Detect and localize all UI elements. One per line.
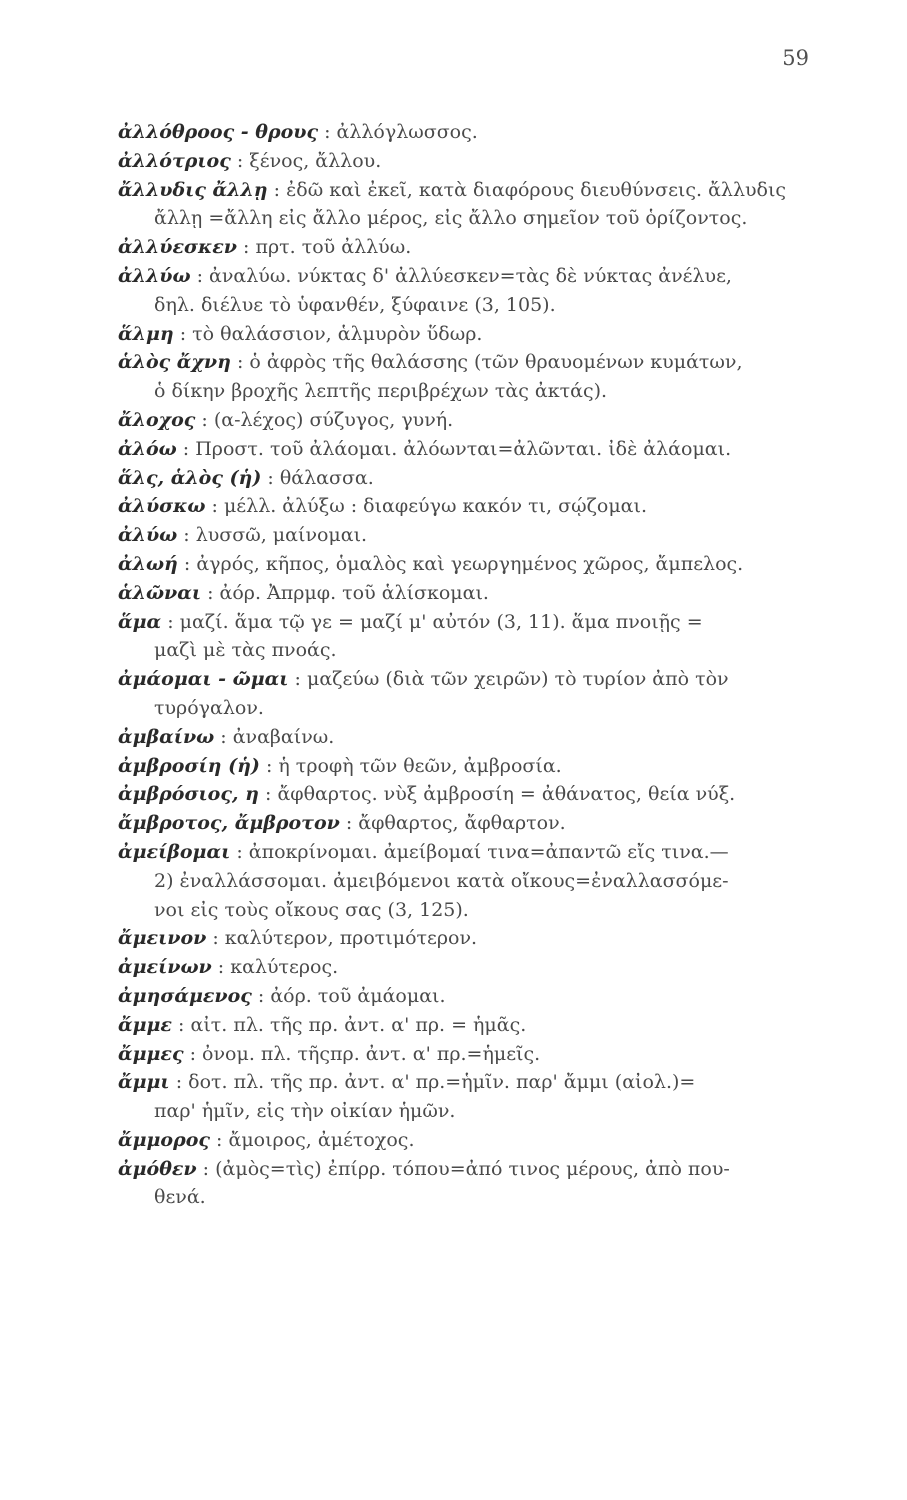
dictionary-entry <box>118 608 818 666</box>
dictionary-entry <box>118 1040 818 1069</box>
entry-headword: ἄμμες <box>118 1042 184 1065</box>
entry-headword: ἀμβρόσιος, η <box>118 783 259 806</box>
entry-headword: ἀμείβομαι <box>118 840 231 863</box>
entry-continuation: ἄλλῃ =ἄλλη εἰς ἄλλο μέρος, εἰς ἄλλο σημεῖον τοῦ ὁρίζοντος. <box>154 207 748 230</box>
entry-definition: : ὁ ἀφρὸς τῆς θαλάσσης (τῶν θραυομένων κυμάτων, <box>236 351 743 374</box>
dictionary-entry <box>118 579 818 608</box>
entry-definition: : ἀναλύω. νύκτας δ' ἀλλύεσκεν=τὰς δὲ νύκτας ἀνέλυε, <box>196 264 732 287</box>
dictionary-entry <box>118 348 818 406</box>
entry-definition: : (α-λέχος) σύζυγος, γυνή. <box>201 408 454 431</box>
entry-continuation: ὁ δίκην βροχῆς λεπτῆς περιβρέχων τὰς ἀκτάς). <box>154 380 608 403</box>
dictionary-entry <box>118 550 818 579</box>
entry-definition: : λυσσῶ, μαίνομαι. <box>183 524 368 547</box>
dictionary-entry <box>118 435 818 464</box>
entry-headword: ἀλλότριος <box>118 149 231 172</box>
entry-headword: ἁλὸς ἄχνη <box>118 351 231 374</box>
dictionary-entry <box>118 492 818 521</box>
entry-definition: : θάλασσα. <box>267 466 374 489</box>
entry-headword: ἀλόω <box>118 437 177 460</box>
entry-definition: : ἀγρός, κῆπος, ὁμαλὸς καὶ γεωργημένος χῶρος, ἄμπελος. <box>183 552 744 575</box>
page-number: 59 <box>782 46 809 70</box>
entry-definition: : ἄφθαρτος. νὺξ ἀμβροσίη = ἀθάνατος, θεία νύξ. <box>265 783 736 806</box>
entry-definition: : πρτ. τοῦ ἀλλύω. <box>243 236 412 259</box>
entry-headword: ἁλῶναι <box>118 581 202 604</box>
dictionary-entry <box>118 320 818 349</box>
entry-list <box>118 118 818 1212</box>
entry-headword: ἀλωή <box>118 552 178 575</box>
entry-headword: ἀμησάμενος <box>118 984 252 1007</box>
entry-definition: : ἡ τροφὴ τῶν θεῶν, ἀμβροσία. <box>265 754 562 777</box>
dictionary-entry <box>118 1011 818 1040</box>
entry-definition: : αἰτ. πλ. τῆς πρ. ἀντ. α' πρ. = ἡμᾶς. <box>178 1013 527 1036</box>
entry-definition: : ἄφθαρτος, ἄφθαρτον. <box>345 812 566 835</box>
dictionary-entry <box>118 953 818 982</box>
dictionary-entry <box>118 1068 818 1126</box>
dictionary-entry <box>118 780 818 809</box>
entry-headword: ἅλμη <box>118 322 174 345</box>
dictionary-entry <box>118 464 818 493</box>
entry-definition: : Προστ. τοῦ ἀλάομαι. ἀλόωνται=ἀλῶνται. ἰδὲ ἀλάομαι. <box>182 437 732 460</box>
dictionary-entry <box>118 233 818 262</box>
entry-headword: ἄμβροτος, ἄμβροτον <box>118 812 340 835</box>
entry-definition: : μέλλ. ἀλύξω : διαφεύγω κακόν τι, σῴζομαι. <box>211 495 647 518</box>
entry-definition: : ἄμοιρος, ἀμέτοχος. <box>216 1128 415 1151</box>
entry-headword: ἄλοχος <box>118 408 196 431</box>
dictionary-entry <box>118 262 818 320</box>
entry-definition: : ἐδῶ καὶ ἐκεῖ, κατὰ διαφόρους διευθύνσεις. ἄλλυδις <box>273 178 787 201</box>
entry-continuation: παρ' ἡμῖν, εἰς τὴν οἰκίαν ἡμῶν. <box>154 1100 456 1123</box>
entry-continuation: 2) ἐναλλάσσομαι. ἀμειβόμενοι κατὰ οἴκους=ἐναλλασσόμε- <box>154 869 729 892</box>
entry-headword: ἀλύσκω <box>118 495 206 518</box>
entry-headword: ἄλλυδις ἄλλῃ <box>118 178 268 201</box>
entry-continuation: θενά. <box>154 1186 206 1209</box>
dictionary-entry <box>118 924 818 953</box>
entry-definition: : δοτ. πλ. τῆς πρ. ἀντ. α' πρ.=ἡμῖν. παρ' ἄμμι (αἰολ.)= <box>175 1071 696 1094</box>
entry-definition: : μαζεύω (διὰ τῶν χειρῶν) τὸ τυρίον ἀπὸ τὸν <box>294 668 729 691</box>
entry-headword: ἀμβαίνω <box>118 725 215 748</box>
entry-headword: ἀμείνων <box>118 956 212 979</box>
entry-definition: : ἀόρ. τοῦ ἀμάομαι. <box>257 984 446 1007</box>
dictionary-entry <box>118 809 818 838</box>
entry-headword: ἀμάομαι - ῶμαι <box>118 668 289 691</box>
entry-headword: ἅλς, ἁλὸς (ἡ) <box>118 466 262 489</box>
dictionary-entry <box>118 521 818 550</box>
entry-continuation: δηλ. διέλυε τὸ ὑφανθέν, ξύφαινε (3, 105). <box>154 293 556 316</box>
entry-headword: ἀμβροσίη (ἡ) <box>118 754 260 777</box>
dictionary-entry <box>118 838 818 924</box>
entry-headword: ἀλύω <box>118 524 178 547</box>
dictionary-entry <box>118 118 818 147</box>
dictionary-entry <box>118 176 818 234</box>
entry-headword: ἅμα <box>118 610 162 633</box>
entry-definition: : ὀνομ. πλ. τῆςπρ. ἀντ. α' πρ.=ἡμεῖς. <box>189 1042 541 1065</box>
dictionary-entry <box>118 1155 818 1213</box>
entry-headword: ἀλλόθροος - θρους <box>118 121 319 143</box>
dictionary-entry <box>118 147 818 176</box>
entry-definition: : μαζί. ἅμα τῷ γε = μαζί μ' αὐτόν (3, 11). ἅμα πνοιῇς = <box>167 610 703 633</box>
entry-headword: ἄμεινον <box>118 927 207 950</box>
entry-definition: : καλύτερον, προτιμότερον. <box>212 927 478 950</box>
entry-definition: : ἀναβαίνω. <box>220 725 335 748</box>
entry-continuation: τυρόγαλον. <box>154 696 264 719</box>
entry-definition: : ἀλλόγλωσσος. <box>324 121 478 143</box>
entry-definition: : ξένος, ἄλλου. <box>236 149 382 172</box>
entry-headword: ἄμμι <box>118 1071 170 1094</box>
entry-definition: : ἀποκρίνομαι. ἀμείβομαί τινα=ἀπαντῶ εἴς τινα.— <box>236 840 729 863</box>
dictionary-entry <box>118 1126 818 1155</box>
dictionary-entry <box>118 665 818 723</box>
entry-definition: : (ἀμὸς=τὶς) ἐπίρρ. τόπου=ἀπό τινος μέρους, ἀπὸ που- <box>202 1157 730 1180</box>
dictionary-entry <box>118 406 818 435</box>
entry-headword: ἄμμε <box>118 1013 172 1036</box>
entry-continuation: μαζὶ μὲ τὰς πνοάς. <box>154 639 337 662</box>
entry-headword: ἀλλύω <box>118 264 191 287</box>
entry-headword: ἄμμορος <box>118 1128 210 1151</box>
entry-continuation: νοι εἰς τοὺς οἴκους σας (3, 125). <box>154 898 469 921</box>
entry-definition: : τὸ θαλάσσιον, ἁλμυρὸν ὕδωρ. <box>179 322 483 345</box>
entry-headword: ἀμόθεν <box>118 1157 197 1180</box>
entry-definition: : ἀόρ. Ἀπρμφ. τοῦ ἁλίσκομαι. <box>207 581 489 604</box>
entry-headword: ἀλλύεσκεν <box>118 236 237 259</box>
dictionary-entry <box>118 723 818 752</box>
entry-definition: : καλύτερος. <box>217 956 339 979</box>
dictionary-entry <box>118 982 818 1011</box>
dictionary-entry <box>118 752 818 781</box>
